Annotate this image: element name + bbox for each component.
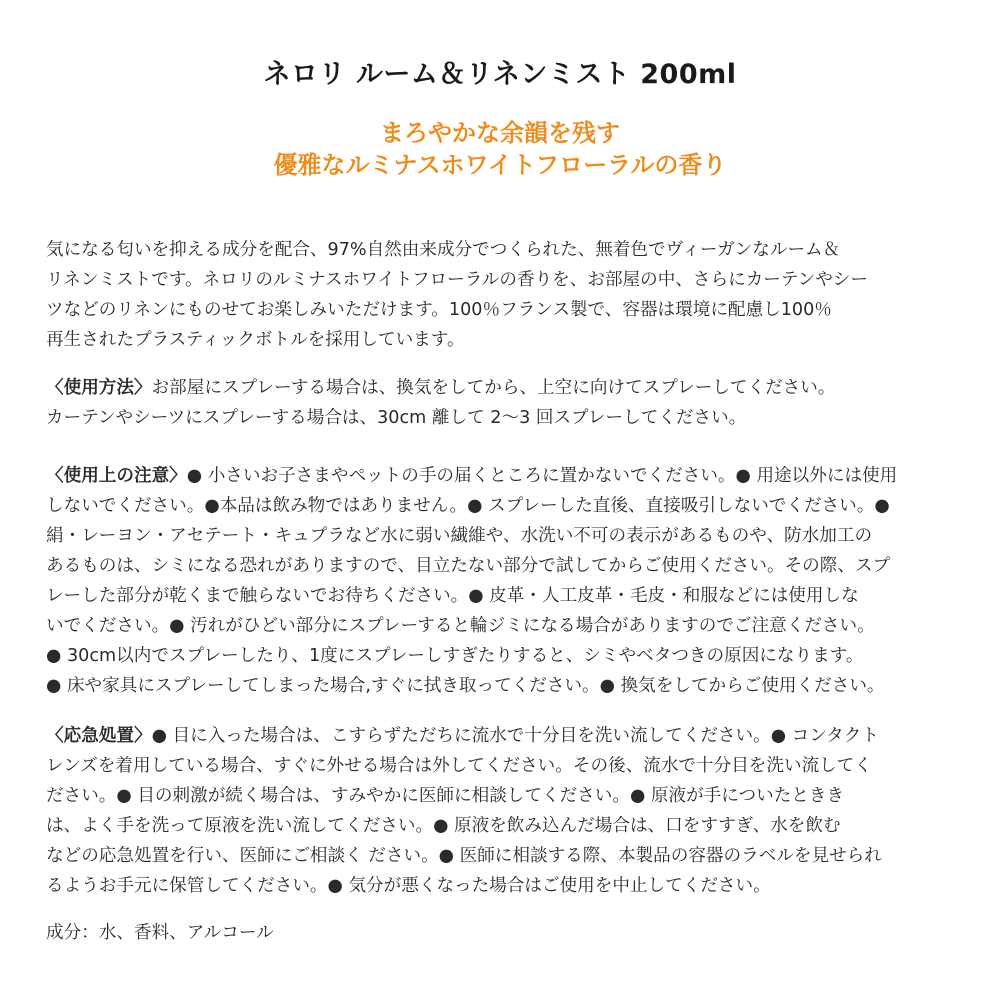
emergency-line — [46, 721, 966, 751]
usage-heading: 〈使用方法〉 — [46, 378, 152, 398]
caution-section — [46, 461, 966, 701]
tagline-line-1: まろやかな余韻を残す — [380, 119, 620, 147]
emergency-heading: 〈応急処置〉 — [46, 726, 152, 746]
emergency-line: は、よく手を洗って原液を洗い流してください。● 原液を飲み込んだ場合は、口をすすぎ、水を飲む — [46, 816, 841, 836]
intro-line: 再生されたプラスティックボトルを採用しています。 — [46, 330, 465, 350]
usage-line — [46, 373, 966, 403]
caution-heading: 〈使用上の注意〉 — [46, 466, 187, 486]
emergency-line: レンズを着用している場合、すぐに外せる場合は外してください。その後、流水で十分目を洗い流してく — [46, 756, 872, 776]
usage-text: お部屋にスプレーする場合は、換気をしてから、上空に向けてスプレーしてください。 — [151, 378, 836, 398]
intro-paragraph — [46, 235, 966, 355]
product-title: ネロリ ルーム＆リネンミスト 200ml — [263, 59, 737, 90]
tagline-line-2: 優雅なルミナスホワイトフローラルの香り — [273, 151, 727, 179]
caution-line: ● 床や家具にスプレーしてしまった場合,すぐに拭き取ってください。● 換気をしてからご使用ください。 — [46, 676, 885, 696]
usage-section — [46, 373, 966, 433]
intro-line: リネンミストです。ネロリのルミナスホワイトフローラルの香りを、お部屋の中、さらにカーテンやシー — [46, 270, 868, 290]
caution-line: いでください。● 汚れがひどい部分にスプレーすると輪ジミになる場合がありますのでご注意ください。 — [46, 616, 875, 636]
usage-line: カーテンやシーツにスプレーする場合は、30cm 離して 2～3 回スプレーしてください。 — [46, 408, 747, 428]
intro-line: ツなどのリネンにものせてお楽しみいただけます。100％フランス製で、容器は環境に配慮し100％ — [46, 300, 832, 320]
emergency-line: などの応急処置を行い、医師にご相談く ださい。● 医師に相談する際、本製品の容器のラベルを見せられ — [46, 846, 882, 866]
caution-line: しないでください。●本品は飲み物ではありません。● スプレーした直後、直接吸引しないでください。● — [46, 496, 890, 516]
intro-line: 気になる匂いを抑える成分を配合、97%自然由来成分でつくられた、無着色でヴィーガンなルーム＆ — [46, 240, 841, 260]
product-tagline — [0, 117, 1000, 181]
caution-line: レーした部分が乾くまで触らないでお待ちください。● 皮革・人工皮革・毛皮・和服などには使用しな — [46, 586, 859, 606]
ingredients-line: 成分：水、香料、アルコール — [46, 923, 274, 943]
emergency-section — [46, 721, 966, 901]
emergency-text: ● 目に入った場合は、こすらずただちに流水で十分目を洗い流してください。● コンタクト — [151, 726, 879, 746]
caution-line: ● 30cm以内でスプレーしたり、1度にスプレーしすぎたりすると、シミやベタつきの原因になります。 — [46, 646, 864, 666]
emergency-line: ださい。● 目の刺激が続く場合は、すみやかに医師に相談してください。● 原液が手についたときき — [46, 786, 845, 806]
caution-line: 絹・レーヨン・アセテート・キュプラなど水に弱い繊維や、水洗い不可の表示があるものや、防水加工の — [46, 526, 873, 546]
caution-text: ● 小さいお子さまやペットの手の届くところに置かないでください。● 用途以外には使用 — [186, 466, 898, 486]
emergency-line: るようお手元に保管してください。● 気分が悪くなった場合はご使用を中止してください。 — [46, 876, 771, 896]
caution-line: あるものは、シミになる恐れがありますので、目立たない部分で試してからご使用ください。その際、スプ — [46, 556, 891, 576]
caution-line — [46, 461, 966, 491]
